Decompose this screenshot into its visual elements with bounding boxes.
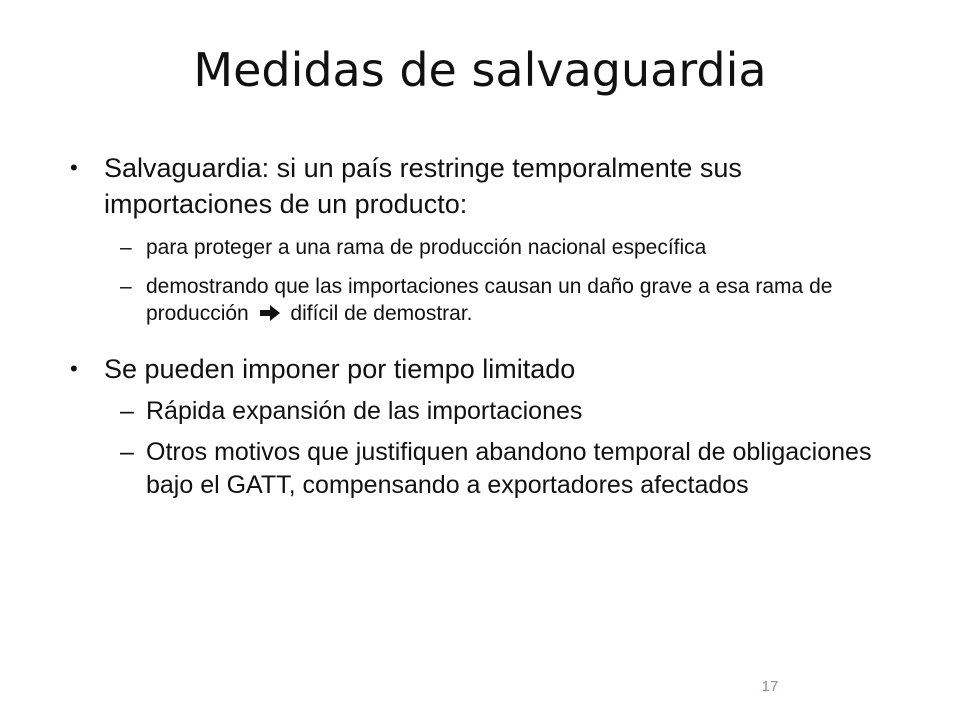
bullet-text: Salvaguardia: si un país restringe temporalmente sus importaciones de un producto: xyxy=(104,153,742,219)
dash-icon: – xyxy=(120,397,134,425)
sub-bullet-item xyxy=(70,436,890,502)
bullet-item xyxy=(70,150,890,222)
page-number: 17 xyxy=(761,678,779,695)
sub-bullet-item xyxy=(70,234,890,261)
slide-body xyxy=(70,150,890,502)
sub-bullet-text: para proteger a una rama de producción nacional específica xyxy=(146,236,707,259)
arrow-right-icon xyxy=(259,300,281,327)
sub-bullet-item xyxy=(70,395,890,428)
slide-title: Medidas de salvaguardia xyxy=(193,43,767,97)
sub-bullet-text: Otros motivos que justifiquen abandono temporal de obligaciones bajo el GATT, compensando a exportadores afectados xyxy=(146,438,872,499)
dash-icon: – xyxy=(120,438,134,466)
bullet-text: Se pueden imponer por tiempo limitado xyxy=(104,354,576,384)
sub-bullet-text: Rápida expansión de las importaciones xyxy=(146,397,583,425)
sub-bullet-text: demostrando que las importaciones causan un daño grave a esa rama de producción xyxy=(146,275,833,325)
bullet-icon: • xyxy=(70,155,78,180)
sub-bullet-item xyxy=(70,273,890,327)
dash-icon: – xyxy=(120,275,132,298)
dash-icon: – xyxy=(120,236,132,259)
sub-bullet-text: difícil de demostrar. xyxy=(290,302,473,325)
bullet-item xyxy=(70,351,890,387)
bullet-icon: • xyxy=(70,356,78,381)
